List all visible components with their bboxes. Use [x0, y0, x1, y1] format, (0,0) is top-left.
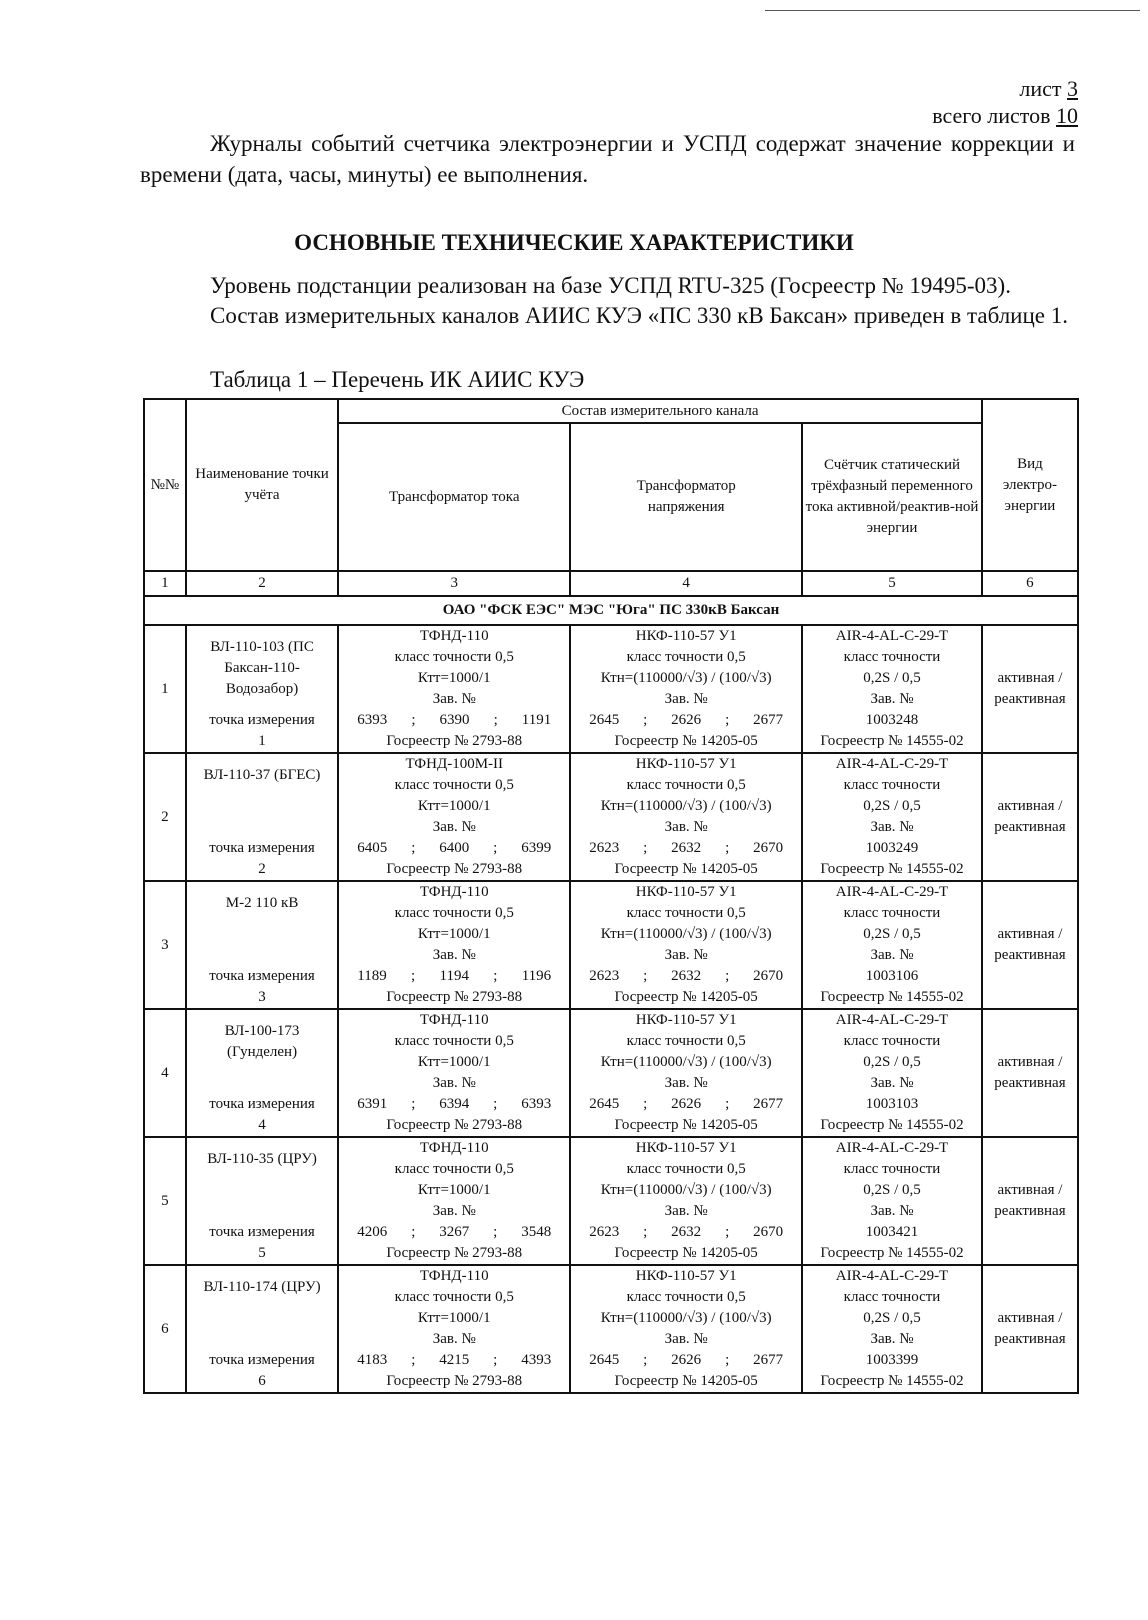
ct-registry: Госреестр № 2793-88 [386, 861, 523, 877]
vt-registry: Госреестр № 14205-05 [614, 1245, 758, 1261]
ct-serials [339, 710, 569, 731]
vt-serial-2: 2632 [671, 1224, 702, 1240]
meter-type: AIR-4-AL-C-29-T [835, 884, 949, 900]
vt-serial-2: 2632 [671, 968, 702, 984]
vt-serial-2: 2632 [671, 840, 702, 856]
col-number: 3 [338, 571, 570, 596]
point-number: 4 [258, 1116, 266, 1133]
vt-type: НКФ-110-57 У1 [635, 756, 737, 772]
ct-class: класс точности 0,5 [394, 905, 514, 921]
meter-class: класс точности [843, 1289, 941, 1305]
point-number: 6 [258, 1372, 266, 1389]
meter-accuracy: 0,2S / 0,5 [863, 1310, 921, 1326]
total-number-value: 10 [1056, 103, 1078, 128]
vt-serial-2: 2626 [671, 1096, 702, 1112]
table-row [144, 1137, 1078, 1265]
meter-cell [802, 625, 982, 753]
energy-kind-reactive: реактивная [994, 1075, 1066, 1091]
point-label: точка измерения [209, 839, 315, 856]
vt-serial-3: 2677 [753, 1352, 784, 1368]
row-number: 6 [144, 1265, 186, 1393]
meter-serial: 1003399 [865, 1352, 919, 1368]
ct-type: ТФНД-110 [419, 1268, 489, 1284]
header-name: Наименование точки учёта [186, 399, 339, 571]
ct-type: ТФНД-110 [419, 628, 489, 644]
point-label: точка измерения [209, 1095, 315, 1112]
meter-registry: Госреестр № 14555-02 [820, 733, 964, 749]
ct-zav: Зав. № [432, 947, 476, 963]
vt-ratio: Ктн=(110000/√3) / (100/√3) [600, 926, 772, 942]
vt-zav: Зав. № [664, 1075, 708, 1091]
vt-type: НКФ-110-57 У1 [635, 628, 737, 644]
meter-accuracy: 0,2S / 0,5 [863, 1182, 921, 1198]
vt-serial-2: 2626 [671, 712, 702, 728]
energy-kind-cell [982, 1265, 1078, 1393]
separator: ; [411, 968, 416, 984]
ct-zav: Зав. № [432, 1075, 476, 1091]
vt-cell [570, 1137, 802, 1265]
top-rule [765, 10, 1140, 11]
point-name: ВЛ-110-35 (ЦРУ) [207, 1150, 317, 1167]
vt-serial-3: 2670 [753, 840, 784, 856]
header-vt: Трансформатор напряжения [570, 423, 802, 571]
meter-registry: Госреестр № 14555-02 [820, 1373, 964, 1389]
separator: ; [725, 840, 730, 856]
ct-serial-3: 6393 [521, 1096, 552, 1112]
point-number: 1 [258, 732, 266, 749]
separator: ; [493, 712, 498, 728]
point-cell [186, 881, 339, 1009]
separator: ; [411, 1224, 416, 1240]
energy-kind-reactive: реактивная [994, 1331, 1066, 1347]
meter-serial: 1003421 [865, 1224, 919, 1240]
vt-type: НКФ-110-57 У1 [635, 1012, 737, 1028]
separator: ; [411, 712, 416, 728]
channels-table [143, 398, 1079, 1394]
meter-type: AIR-4-AL-C-29-T [835, 1012, 949, 1028]
header-kind: Вид электро-энергии [982, 399, 1078, 571]
ct-serial-2: 1194 [439, 968, 469, 984]
vt-ratio: Ктн=(110000/√3) / (100/√3) [600, 1310, 772, 1326]
ct-type: ТФНД-110 [419, 1140, 489, 1156]
energy-kind-active: активная / [997, 798, 1063, 814]
vt-registry: Госреестр № 14205-05 [614, 861, 758, 877]
meter-class: класс точности [843, 1033, 941, 1049]
ct-class: класс точности 0,5 [394, 1033, 514, 1049]
vt-class: класс точности 0,5 [626, 1289, 746, 1305]
col-number: 2 [186, 571, 339, 596]
ct-serials [339, 966, 569, 987]
table-body [144, 625, 1078, 1393]
energy-kind-cell [982, 1137, 1078, 1265]
ct-serial-3: 3548 [521, 1224, 552, 1240]
ct-serial-2: 3267 [439, 1224, 470, 1240]
meter-type: AIR-4-AL-C-29-T [835, 1140, 949, 1156]
organization-row [144, 596, 1078, 625]
meter-cell [802, 1009, 982, 1137]
vt-zav: Зав. № [664, 1203, 708, 1219]
header-no: №№ [144, 399, 186, 571]
meter-registry: Госреестр № 14555-02 [820, 1245, 964, 1261]
vt-ratio: Ктн=(110000/√3) / (100/√3) [600, 1182, 772, 1198]
vt-serial-2: 2626 [671, 1352, 702, 1368]
ct-serial-1: 1189 [357, 968, 387, 984]
point-label: точка измерения [209, 1351, 315, 1368]
point-label: точка измерения [209, 967, 315, 984]
meter-zav: Зав. № [870, 1331, 914, 1347]
point-number: 5 [258, 1244, 266, 1261]
ct-class: класс точности 0,5 [394, 1289, 514, 1305]
energy-kind-cell [982, 753, 1078, 881]
meter-accuracy: 0,2S / 0,5 [863, 670, 921, 686]
meter-class: класс точности [843, 905, 941, 921]
separator: ; [725, 1352, 730, 1368]
point-name: ВЛ-100-173 (Гунделен) [224, 1022, 300, 1060]
ct-serial-1: 6391 [357, 1096, 388, 1112]
ct-class: класс точности 0,5 [394, 649, 514, 665]
meter-serial: 1003248 [865, 712, 919, 728]
meter-class: класс точности [843, 649, 941, 665]
sheet-number-value: 3 [1067, 76, 1078, 101]
meter-accuracy: 0,2S / 0,5 [863, 798, 921, 814]
ct-ratio: Ктт=1000/1 [417, 670, 491, 686]
vt-ratio: Ктн=(110000/√3) / (100/√3) [600, 1054, 772, 1070]
separator: ; [493, 1352, 498, 1368]
ct-cell [338, 1265, 570, 1393]
energy-kind-active: активная / [997, 926, 1063, 942]
vt-serials [571, 838, 801, 859]
table-row [144, 1009, 1078, 1137]
ct-type: ТФНД-110 [419, 1012, 489, 1028]
paragraph-composition: Состав измерительных каналов АИИС КУЭ «ПС 330 кВ Баксан» приведен в таблице 1. [210, 303, 1068, 328]
vt-registry: Госреестр № 14205-05 [614, 733, 758, 749]
energy-kind-reactive: реактивная [994, 819, 1066, 835]
vt-serial-1: 2623 [589, 1224, 620, 1240]
vt-registry: Госреестр № 14205-05 [614, 1373, 758, 1389]
ct-serial-2: 6390 [439, 712, 470, 728]
energy-kind-active: активная / [997, 1054, 1063, 1070]
energy-kind-cell [982, 625, 1078, 753]
ct-serial-2: 6400 [439, 840, 470, 856]
energy-kind-active: активная / [997, 670, 1063, 686]
vt-zav: Зав. № [664, 947, 708, 963]
ct-cell [338, 753, 570, 881]
ct-registry: Госреестр № 2793-88 [386, 1373, 523, 1389]
vt-cell [570, 881, 802, 1009]
ct-type: ТФНД-110 [419, 884, 489, 900]
col-number: 1 [144, 571, 186, 596]
meter-zav: Зав. № [870, 947, 914, 963]
meter-registry: Госреестр № 14555-02 [820, 989, 964, 1005]
row-number: 3 [144, 881, 186, 1009]
ct-serials [339, 838, 569, 859]
ct-registry: Госреестр № 2793-88 [386, 1245, 523, 1261]
ct-serial-2: 4215 [439, 1352, 470, 1368]
table-caption: Таблица 1 – Перечень ИК АИИС КУЭ [210, 367, 585, 392]
vt-ratio: Ктн=(110000/√3) / (100/√3) [600, 798, 772, 814]
vt-type: НКФ-110-57 У1 [635, 884, 737, 900]
energy-kind-active: активная / [997, 1310, 1063, 1326]
ct-zav: Зав. № [432, 819, 476, 835]
ct-ratio: Ктт=1000/1 [417, 798, 491, 814]
ct-serials [339, 1350, 569, 1371]
point-name: ВЛ-110-37 (БГЕС) [203, 766, 321, 783]
ct-serials [339, 1094, 569, 1115]
meter-zav: Зав. № [870, 819, 914, 835]
separator: ; [725, 968, 730, 984]
row-number: 5 [144, 1137, 186, 1265]
total-label: всего листов [932, 103, 1051, 128]
ct-ratio: Ктт=1000/1 [417, 1310, 491, 1326]
separator: ; [643, 1096, 648, 1112]
point-number: 2 [258, 860, 266, 877]
energy-kind-reactive: реактивная [994, 691, 1066, 707]
meter-accuracy: 0,2S / 0,5 [863, 1054, 921, 1070]
vt-serials [571, 710, 801, 731]
separator: ; [643, 840, 648, 856]
vt-serial-3: 2677 [753, 712, 784, 728]
ct-ratio: Ктт=1000/1 [417, 1054, 491, 1070]
ct-serial-3: 1191 [521, 712, 552, 728]
meter-cell [802, 1265, 982, 1393]
table-row [144, 753, 1078, 881]
intro-paragraph: Журналы событий счетчика электроэнергии и УСПД содержат значение коррекции и времени (дата, часы, минуты) ее выполнения. [140, 131, 1075, 187]
separator: ; [411, 1352, 416, 1368]
ct-serial-1: 4206 [357, 1224, 388, 1240]
meter-cell [802, 881, 982, 1009]
vt-serials [571, 1350, 801, 1371]
separator: ; [493, 840, 498, 856]
vt-serial-1: 2645 [589, 1096, 620, 1112]
energy-kind-cell [982, 881, 1078, 1009]
paragraph-rtu: Уровень подстанции реализован на базе УСПД RTU-325 (Госреестр № 19495-03). [210, 273, 1011, 298]
vt-class: класс точности 0,5 [626, 1161, 746, 1177]
meter-zav: Зав. № [870, 691, 914, 707]
vt-serials [571, 966, 801, 987]
header-ct: Трансформатор тока [338, 423, 570, 571]
point-name: ВЛ-110-103 (ПС Баксан-110-Водозабор) [210, 638, 314, 697]
vt-serial-1: 2623 [589, 968, 620, 984]
vt-class: класс точности 0,5 [626, 777, 746, 793]
ct-serial-2: 6394 [439, 1096, 470, 1112]
header-meter: Счётчик статический трёхфазный переменного тока активной/реактив-ной энергии [802, 423, 982, 571]
sheet-label: лист [1019, 76, 1062, 101]
ct-ratio: Ктт=1000/1 [417, 1182, 491, 1198]
ct-cell [338, 1009, 570, 1137]
point-name: М-2 110 кВ [225, 894, 299, 911]
vt-cell [570, 625, 802, 753]
separator: ; [725, 712, 730, 728]
header-group: Состав измерительного канала [338, 399, 982, 423]
meter-registry: Госреестр № 14555-02 [820, 1117, 964, 1133]
point-label: точка измерения [209, 1223, 315, 1240]
ct-serial-3: 4393 [521, 1352, 552, 1368]
ct-zav: Зав. № [432, 1203, 476, 1219]
meter-zav: Зав. № [870, 1075, 914, 1091]
vt-zav: Зав. № [664, 691, 708, 707]
vt-class: класс точности 0,5 [626, 1033, 746, 1049]
ct-type: ТФНД-100М-II [405, 756, 504, 772]
table-row [144, 625, 1078, 753]
ct-serials [339, 1222, 569, 1243]
vt-zav: Зав. № [664, 819, 708, 835]
table-row [144, 1265, 1078, 1393]
separator: ; [725, 1096, 730, 1112]
column-number-row [144, 571, 1078, 596]
ct-zav: Зав. № [432, 691, 476, 707]
point-cell [186, 1137, 339, 1265]
ct-cell [338, 625, 570, 753]
vt-registry: Госреестр № 14205-05 [614, 989, 758, 1005]
col-number: 5 [802, 571, 982, 596]
separator: ; [493, 968, 498, 984]
separator: ; [411, 840, 416, 856]
vt-serials [571, 1094, 801, 1115]
vt-serial-3: 2670 [753, 1224, 784, 1240]
meter-zav: Зав. № [870, 1203, 914, 1219]
point-number: 3 [258, 988, 266, 1005]
ct-cell [338, 881, 570, 1009]
ct-serial-1: 6393 [357, 712, 388, 728]
ct-cell [338, 1137, 570, 1265]
vt-serial-3: 2670 [753, 968, 784, 984]
energy-kind-active: активная / [997, 1182, 1063, 1198]
meter-serial: 1003106 [865, 968, 919, 984]
vt-serial-1: 2623 [589, 840, 620, 856]
ct-serial-1: 6405 [357, 840, 388, 856]
meter-type: AIR-4-AL-C-29-T [835, 1268, 949, 1284]
ct-registry: Госреестр № 2793-88 [386, 989, 523, 1005]
section-heading: ОСНОВНЫЕ ТЕХНИЧЕСКИЕ ХАРАКТЕРИСТИКИ [294, 230, 854, 255]
ct-zav: Зав. № [432, 1331, 476, 1347]
col-number: 4 [570, 571, 802, 596]
point-label: точка измерения [209, 711, 315, 728]
separator: ; [643, 1224, 648, 1240]
meter-accuracy: 0,2S / 0,5 [863, 926, 921, 942]
organization-title: ОАО "ФСК ЕЭС" МЭС "Юга" ПС 330кВ Баксан [144, 596, 1078, 625]
meter-class: класс точности [843, 1161, 941, 1177]
row-number: 2 [144, 753, 186, 881]
col-number: 6 [982, 571, 1078, 596]
point-name: ВЛ-110-174 (ЦРУ) [203, 1278, 321, 1295]
vt-cell [570, 1009, 802, 1137]
separator: ; [725, 1224, 730, 1240]
vt-serial-1: 2645 [589, 712, 620, 728]
vt-serial-1: 2645 [589, 1352, 620, 1368]
separator: ; [493, 1096, 498, 1112]
separator: ; [493, 1224, 498, 1240]
meter-serial: 1003249 [865, 840, 919, 856]
vt-registry: Госреестр № 14205-05 [614, 1117, 758, 1133]
vt-zav: Зав. № [664, 1331, 708, 1347]
meter-type: AIR-4-AL-C-29-T [835, 628, 949, 644]
vt-cell [570, 753, 802, 881]
separator: ; [643, 968, 648, 984]
table-header-row [144, 399, 1078, 423]
vt-class: класс точности 0,5 [626, 649, 746, 665]
point-cell [186, 753, 339, 881]
meter-serial: 1003103 [865, 1096, 919, 1112]
meter-cell [802, 1137, 982, 1265]
vt-class: класс точности 0,5 [626, 905, 746, 921]
ct-serial-3: 1196 [521, 968, 552, 984]
ct-serial-1: 4183 [357, 1352, 388, 1368]
row-number: 1 [144, 625, 186, 753]
separator: ; [643, 1352, 648, 1368]
meter-registry: Госреестр № 14555-02 [820, 861, 964, 877]
point-cell [186, 1265, 339, 1393]
energy-kind-reactive: реактивная [994, 947, 1066, 963]
separator: ; [411, 1096, 416, 1112]
ct-registry: Госреестр № 2793-88 [386, 1117, 523, 1133]
vt-serials [571, 1222, 801, 1243]
vt-type: НКФ-110-57 У1 [635, 1140, 737, 1156]
table-row [144, 881, 1078, 1009]
energy-kind-reactive: реактивная [994, 1203, 1066, 1219]
point-cell [186, 1009, 339, 1137]
row-number: 4 [144, 1009, 186, 1137]
meter-cell [802, 753, 982, 881]
ct-serial-3: 6399 [521, 840, 552, 856]
vt-type: НКФ-110-57 У1 [635, 1268, 737, 1284]
total-sheets [932, 103, 1078, 129]
ct-registry: Госреестр № 2793-88 [386, 733, 523, 749]
ct-class: класс точности 0,5 [394, 777, 514, 793]
vt-ratio: Ктн=(110000/√3) / (100/√3) [600, 670, 772, 686]
energy-kind-cell [982, 1009, 1078, 1137]
point-cell [186, 625, 339, 753]
vt-serial-3: 2677 [753, 1096, 784, 1112]
ct-ratio: Ктт=1000/1 [417, 926, 491, 942]
separator: ; [643, 712, 648, 728]
meter-type: AIR-4-AL-C-29-T [835, 756, 949, 772]
sheet-number [1019, 76, 1078, 102]
vt-cell [570, 1265, 802, 1393]
meter-class: класс точности [843, 777, 941, 793]
ct-class: класс точности 0,5 [394, 1161, 514, 1177]
